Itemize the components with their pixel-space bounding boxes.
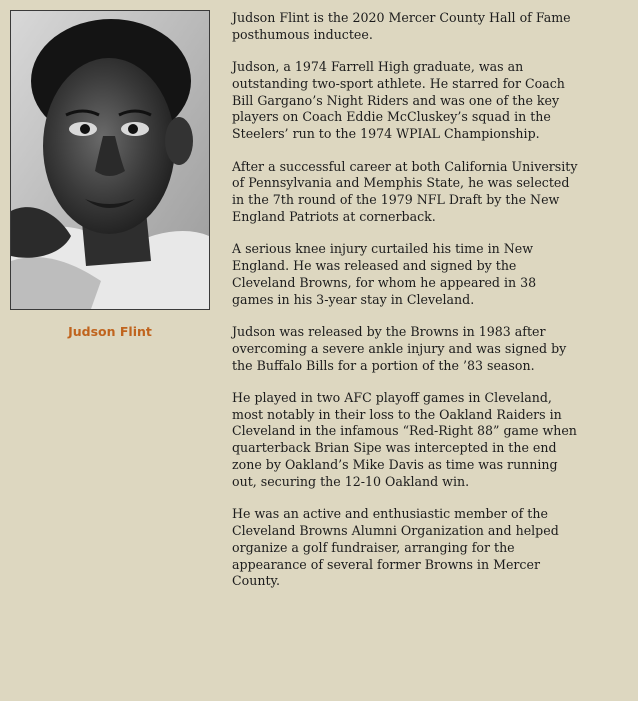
portrait-image [11, 11, 209, 309]
photo-caption: Judson Flint [68, 324, 152, 339]
bio-paragraph-3: After a successful career at both California University of Pennsylvania and Memphis State, he was selected in the 7th round of the 1979 NFL Draft by the New England Patriots at cornerback. [232, 158, 578, 224]
bio-paragraph-6: He played in two AFC playoff games in Cleveland, most notably in their loss to the Oakland Raiders in Cleveland in the infamous “Red-Right 88” game when quarterback Brian Sipe was intercepted in the end zone by Oakland’s Mike Davis as time was running out, securing the 12-10 Oakland win. [232, 389, 577, 489]
biography-text [232, 10, 580, 606]
bio-paragraph-5: Judson was released by the Browns in 1983 after overcoming a severe ankle injury and was signed by the Buffalo Bills for a portion of the ’83 season. [232, 323, 567, 373]
bio-paragraph-4: A serious knee injury curtailed his time in New England. He was released and signed by the Cleveland Browns, for whom he appeared in 38 games in his 3-year stay in Cleveland. [232, 241, 537, 307]
profile-photo [10, 10, 210, 310]
bio-paragraph-1: Judson Flint is the 2020 Mercer County Hall of Fame posthumous inductee. [232, 10, 571, 42]
bio-paragraph-7: He was an active and enthusiastic member of the Cleveland Browns Alumni Organization and helped organize a golf fundraiser, arranging for the appearance of several former Browns in Mercer County. [232, 506, 559, 589]
bio-paragraph-2: Judson, a 1974 Farrell High graduate, was an outstanding two-sport athlete. He starred for Coach Bill Gargano’s Night Riders and was one of the key players on Coach Eddie McCluskey’s squad in the Steelers’ run to the 1974 WPIAL Championship. [232, 59, 565, 142]
